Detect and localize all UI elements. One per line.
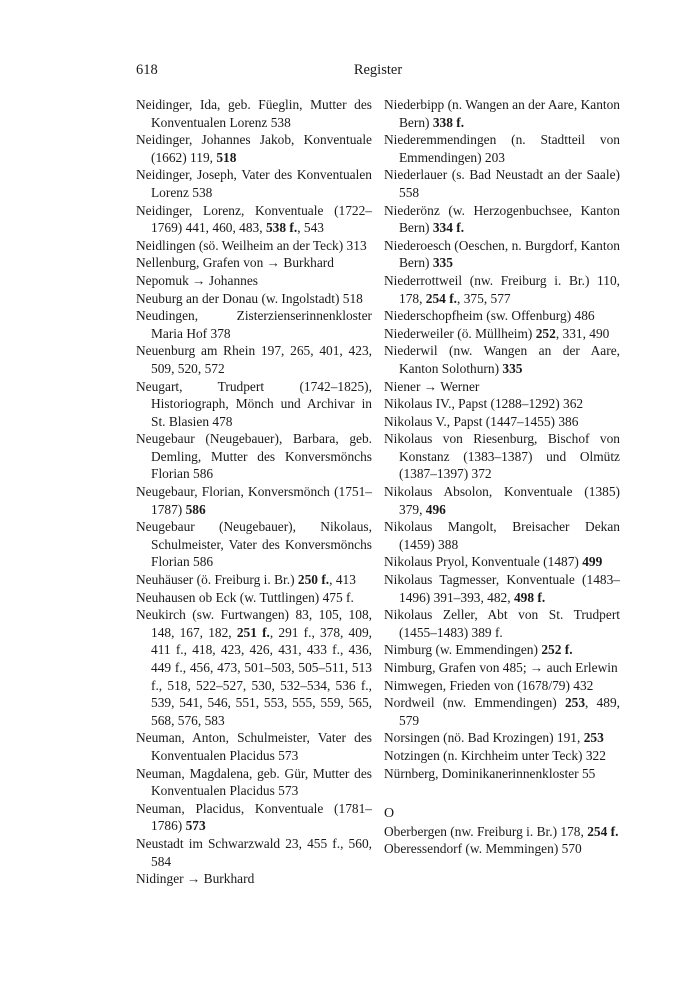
index-entry: Oberessendorf (w. Memmingen) 570 (384, 841, 582, 857)
index-entry: Nellenburg, Grafen von → Burkhard (136, 255, 334, 271)
index-entry: Nikolaus Zeller, Abt von St. Trudpert (1455–1483) 389 f. (384, 607, 620, 640)
index-entry: Neidlingen (sö. Weilheim an der Teck) 313 (136, 237, 367, 253)
index-entry: Nidinger → Burkhard (136, 871, 255, 887)
index-entry: Neidinger, Johannes Jakob, Konventuale (1662) 119, 518 (136, 132, 372, 165)
index-entry: Nikolaus IV., Papst (1288–1292) 362 (384, 396, 584, 412)
index-entry: Notzingen (n. Kirchheim unter Teck) 322 (384, 747, 606, 763)
index-entry: Neidinger, Lorenz, Konventuale (1722–1769) 441, 460, 483, 538 f., 543 (136, 202, 372, 236)
index-entry: Niederlauer (s. Bad Neustadt an der Saale) 558 (384, 167, 620, 200)
right-column (384, 96, 620, 858)
index-entry: Niederschopfheim (sw. Offenburg) 486 (384, 308, 595, 324)
index-entry: Niener → Werner (384, 378, 480, 394)
index-entry: Nimburg (w. Emmendingen) 252 f. (384, 642, 573, 658)
index-entry: Niederemmendingen (n. Stadtteil von Emmendingen) 203 (384, 132, 620, 165)
index-entry: Nikolaus V., Papst (1447–1455) 386 (384, 413, 579, 429)
index-entry: Nepomuk → Johannes (136, 272, 258, 288)
index-entry: Neudingen, Zisterzienserinnenkloster Maria Hof 378 (136, 308, 372, 341)
index-entry: Neugebaur (Neugebauer), Nikolaus, Schulmeister, Vater des Konversmönchs Florian 586 (136, 519, 372, 570)
index-entry: Neustadt im Schwarzwald 23, 455 f., 560, 584 (136, 835, 372, 869)
index-entry: Nimburg, Grafen von 485; → auch Erlewin (384, 660, 618, 675)
index-entry: Nikolaus Mangolt, Breisacher Dekan (1459) 388 (384, 519, 620, 552)
index-entry: Nordweil (nw. Emmendingen) 253, 489, 579 (384, 695, 620, 728)
index-entry: Neugebaur, Florian, Konversmönch (1751–1787) 586 (136, 484, 372, 517)
index-entry: Nikolaus von Riesenburg, Bischof von Konstanz (1383–1387) und Olmütz (1387–1397) 372 (384, 431, 620, 482)
section-n-entries (384, 96, 620, 782)
index-entry: Neuburg an der Donau (w. Ingolstadt) 518 (136, 290, 363, 306)
index-entry: Neuman, Anton, Schulmeister, Vater des Konventualen Placidus 573 (136, 730, 372, 763)
index-entry: Neidinger, Ida, geb. Füeglin, Mutter des Konventualen Lorenz 538 (136, 97, 372, 130)
index-entry: Neukirch (sw. Furtwangen) 83, 105, 108, 148, 167, 182, 251 f., 291 f., 378, 409, 411 f., 418, 423, 426, 431, 433 f., 436, 449 f., 456, 473, 501–503, 505–511, 513 f., 518, 522–527, 530, 532–534, 536 f., 539, 541, 546, 551, 553, 555, 559, 565, 568, 576, 583 (136, 607, 372, 728)
index-entry: Nikolaus Tagmesser, Konventuale (1483–1496) 391–393, 482, 498 f. (384, 572, 620, 605)
index-entry: Nimwegen, Frieden von (1678/79) 432 (384, 677, 594, 693)
index-entry: Niederönz (w. Herzogenbuchsee, Kanton Bern) 334 f. (384, 202, 620, 236)
running-title: Register (353, 62, 403, 78)
running-head (136, 62, 620, 82)
index-entry: Neuhäuser (ö. Freiburg i. Br.) 250 f., 413 (136, 572, 356, 588)
index-entry: Neuman, Magdalena, geb. Gür, Mutter des Konventualen Placidus 573 (136, 765, 372, 799)
index-entry: Neugart, Trudpert (1742–1825), Historiograph, Mönch und Archivar in St. Blasien 478 (136, 378, 372, 429)
section-o-entries (384, 823, 620, 858)
page-number: 618 (136, 62, 158, 78)
index-entry: Neuenburg am Rhein 197, 265, 401, 423, 509, 520, 572 (136, 343, 372, 376)
index-entry: Nikolaus Absolon, Konventuale (1385) 379, 496 (384, 484, 620, 517)
index-entry: Niederwil (nw. Wangen an der Aare, Kanton Solothurn) 335 (384, 343, 620, 376)
index-entry: Niederoesch (Oeschen, n. Burgdorf, Kanton Bern) 335 (384, 237, 620, 271)
index-entry: Niederweiler (ö. Müllheim) 252, 331, 490 (384, 325, 610, 341)
left-column (136, 96, 372, 888)
index-entry: Norsingen (nö. Bad Krozingen) 191, 253 (384, 730, 604, 746)
index-entry: Niederbipp (n. Wangen an der Aare, Kanton Bern) 338 f. (384, 97, 620, 130)
index-entry: Neidinger, Joseph, Vater des Konventualen Lorenz 538 (136, 167, 372, 200)
index-entry: Neuhausen ob Eck (w. Tuttlingen) 475 f. (136, 589, 354, 605)
index-entry: Neuman, Placidus, Konventuale (1781–1786) 573 (136, 800, 372, 834)
section-letter: O (384, 806, 395, 822)
index-entry: Neugebaur (Neugebauer), Barbara, geb. Demling, Mutter des Konversmönchs Florian 586 (136, 431, 372, 482)
index-entry: Niederrottweil (nw. Freiburg i. Br.) 110, 178, 254 f., 375, 577 (384, 272, 620, 306)
index-entry: Oberbergen (nw. Freiburg i. Br.) 178, 254 f. (384, 823, 619, 839)
index-entry: Nikolaus Pryol, Konventuale (1487) 499 (384, 554, 603, 570)
index-entry: Nürnberg, Dominikanerinnenkloster 55 (384, 765, 596, 781)
